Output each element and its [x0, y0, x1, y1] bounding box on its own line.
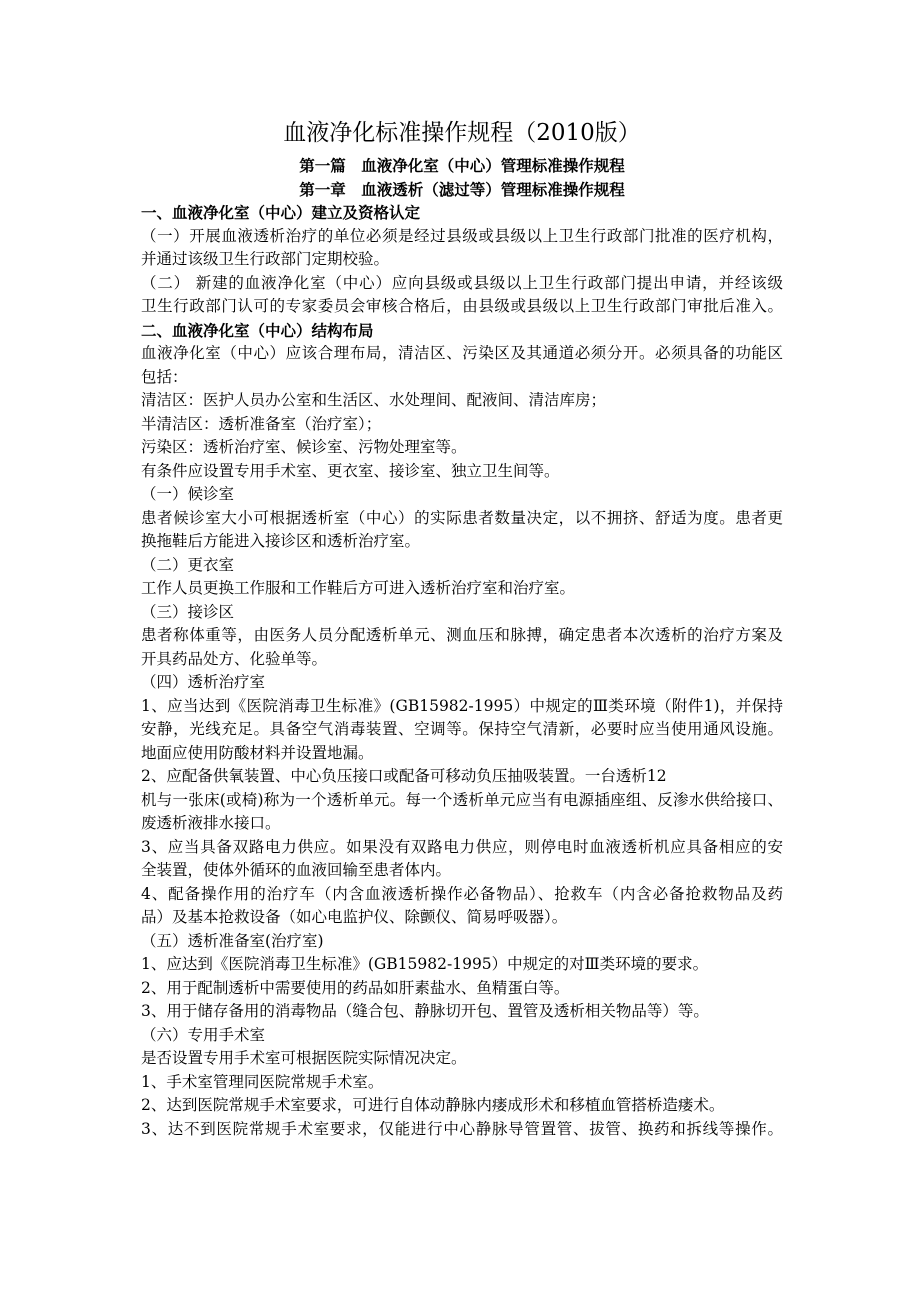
text-line: 1、应当达到《医院消毒卫生标准》(GB15982-1995）中规定的Ⅲ类环境（附件1)，并保持	[141, 696, 783, 715]
text-line: 患者称体重等，由医务人员分配透析单元、测血压和脉搏，确定患者本次透析的治疗方案及	[141, 626, 783, 644]
text-line: 工作人员更换工作服和工作鞋后方可进入透析治疗室和治疗室。	[141, 579, 576, 597]
text-line: （一）开展血液透析治疗的单位必须是经过县级或县级以上卫生行政部门批准的医疗机构，	[141, 226, 783, 245]
text-line: 患者候诊室大小可根据透析室（中心）的实际患者数量决定，以不拥挤、舒适为度。患者更	[141, 508, 783, 527]
text-line: 换拖鞋后方能进入接诊区和透析治疗室。	[141, 532, 421, 550]
text-line: 2、应配备供氧装置、中心负压接口或配备可移动负压抽吸装置。一台透析12	[141, 767, 667, 785]
text-line: 清洁区：医护人员办公室和生活区、水处理间、配液间、清洁库房；	[141, 391, 607, 409]
text-line: （二） 新建的血液净化室（中心）应向县级或县级以上卫生行政部门提出申请，并经该级	[141, 273, 783, 292]
text-line: （四）透析治疗室	[141, 673, 266, 691]
text-line: （三）接诊区	[141, 602, 235, 621]
text-line: 品）及基本抢救设备（如心电监护仪、除颤仪、简易呼吸器）。	[141, 908, 568, 926]
document-body	[141, 201, 783, 1141]
text-line: （五）透析准备室(治疗室)	[141, 931, 324, 950]
text-line: 包括：	[141, 367, 188, 386]
text-line: 1、手术室管理同医院常规手术室。	[141, 1072, 384, 1091]
text-line: 半清洁区：透析准备室（治疗室）；	[141, 414, 382, 433]
section-heading: 二、血液净化室（中心）结构布局	[141, 320, 374, 340]
text-line: 地面应使用防酸材料并设置地漏。	[141, 743, 374, 762]
document-title: 血液净化标准操作规程（2010版）	[283, 120, 641, 146]
text-line: 卫生行政部门认可的专家委员会审核合格后，由县级或县级以上卫生行政部门审批后准入。	[141, 297, 783, 315]
text-line: 3、用于储存备用的消毒物品（缝合包、静脉切开包、置管及透析相关物品等）等。	[141, 1002, 709, 1020]
text-line: 全装置，使体外循环的血液回输至患者体内。	[141, 861, 452, 879]
document-page	[141, 118, 783, 1141]
text-line: 4、配备操作用的治疗车（内含血液透析操作必备物品）、抢救车（内含必备抢救物品及药	[141, 884, 783, 903]
text-line: 血液净化室（中心）应该合理布局，清洁区、污染区及其通道必须分开。必须具备的功能区	[141, 344, 783, 362]
text-line: 3、应当具备双路电力供应。如果没有双路电力供应，则停电时血液透析机应具备相应的安	[141, 837, 783, 856]
text-line: 污染区：透析治疗室、候诊室、污物处理室等。	[141, 438, 467, 456]
text-line: （六）专用手术室	[141, 1025, 266, 1044]
text-line: 机与一张床(或椅)称为一个透析单元。每一个透析单元应当有电源插座组、反渗水供给接口、	[141, 790, 783, 809]
text-line: 废透析液排水接口。	[141, 814, 281, 832]
text-line: 3、达不到医院常规手术室要求，仅能进行中心静脉导管置管、拔管、换药和拆线等操作。	[141, 1119, 783, 1138]
text-line: （二）更衣室	[141, 555, 235, 574]
section-heading: 一、血液净化室（中心）建立及资格认定	[141, 203, 421, 222]
text-line: 安静，光线充足。具备空气消毒装置、空调等。保持空气清新，必要时应当使用通风设施。	[141, 720, 783, 738]
text-line: （一）候诊室	[141, 485, 235, 503]
text-line: 开具药品处方、化验单等。	[141, 649, 328, 668]
text-line: 是否设置专用手术室可根据医院实际情况决定。	[141, 1049, 467, 1067]
text-line: 并通过该级卫生行政部门定期校验。	[141, 250, 390, 268]
text-line: 2、用于配制透析中需要使用的药品如肝素盐水、鱼精蛋白等。	[141, 978, 570, 997]
text-line: 2、达到医院常规手术室要求，可进行自体动静脉内瘘成形术和移植血管搭桥造瘘术。	[141, 1096, 725, 1114]
text-line: 1、应达到《医院消毒卫生标准》(GB15982-1995）中规定的对Ⅲ类环境的要求。	[141, 955, 709, 973]
part-heading: 第一篇 血液净化室（中心）管理标准操作规程	[299, 156, 625, 175]
chapter-heading: 第一章 血液透析（滤过等）管理标准操作规程	[299, 179, 625, 199]
text-line: 有条件应设置专用手术室、更衣室、接诊室、独立卫生间等。	[141, 461, 560, 480]
